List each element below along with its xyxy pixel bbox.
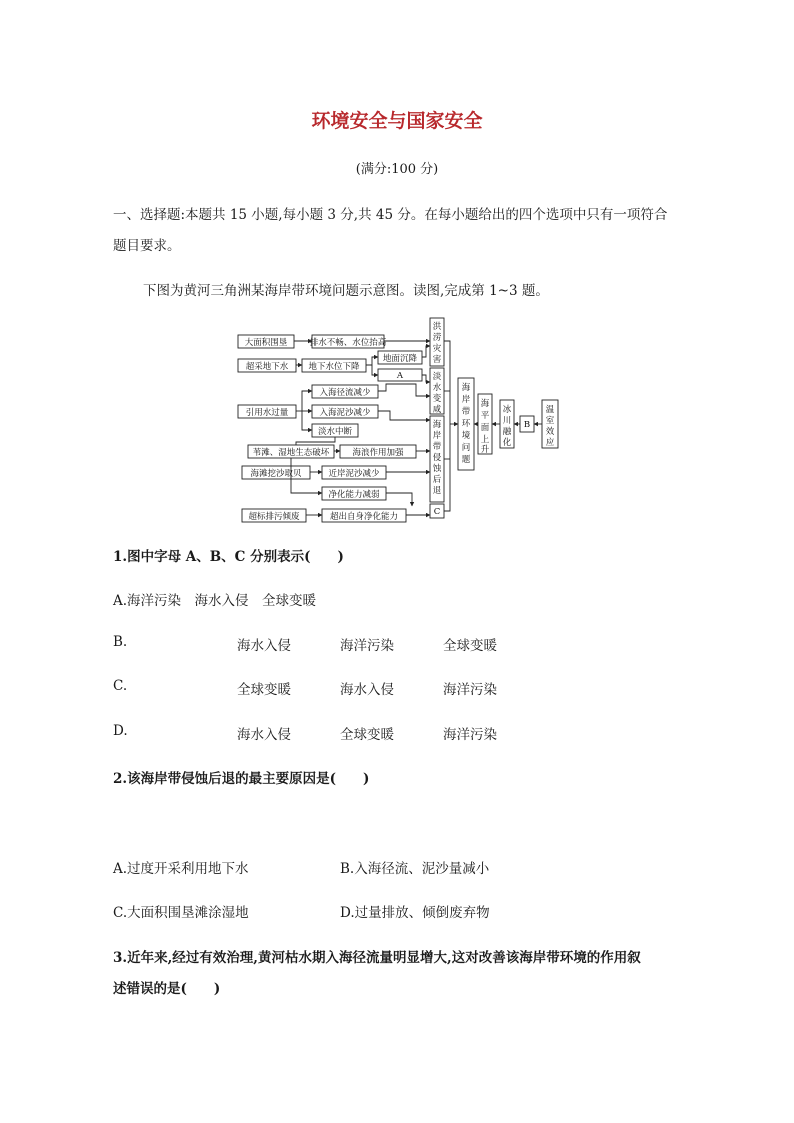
svg-text:室: 室 [545,416,555,426]
q1-option-b-b: 海洋污染 [340,638,394,654]
q3-stem-line1: 3.近年来,经过有效治理,黄河枯水期入海径流量明显增大,这对改善该海岸带环境的作用叙 [113,950,641,966]
svg-text:灾: 灾 [432,344,442,354]
svg-text:地面沉降: 地面沉降 [382,354,418,364]
box-bingchuan [500,400,514,448]
svg-text:应: 应 [545,438,555,448]
page-title: 环境安全与国家安全 [311,110,483,132]
svg-text:害: 害 [432,355,442,365]
svg-text:蚀: 蚀 [432,464,442,474]
svg-text:B: B [523,420,531,430]
q1-option-c-c: 海洋污染 [443,682,497,698]
q1-option-c-a: 全球变暖 [237,682,291,698]
box-huanjingwenti [458,378,474,470]
svg-text:入海径流减少: 入海径流减少 [319,388,371,398]
q1-option-a[interactable]: A.海洋污染 海水入侵 全球变暖 [113,593,317,609]
svg-text:海: 海 [480,399,490,409]
box-danshuibianxian [430,368,444,415]
box-paiwu [242,509,306,522]
svg-text:带: 带 [432,442,442,452]
svg-text:川: 川 [502,416,512,426]
section-heading-line2: 题目要求。 [113,238,181,254]
svg-text:面: 面 [480,423,490,433]
svg-text:题: 题 [461,455,471,465]
svg-text:上: 上 [480,435,490,445]
box-weitan [248,445,334,458]
svg-text:地下水位下降: 地下水位下降 [308,362,360,372]
box-dixiashui [302,359,366,372]
box-B [520,416,534,432]
svg-text:苇滩、湿地生态破坏: 苇滩、湿地生态破坏 [252,448,330,458]
box-chaocai [238,359,296,372]
svg-text:带: 带 [461,407,471,417]
section-heading-line1: 一、选择题:本题共 15 小题,每小题 3 分,共 45 分。在每小题给出的四个选项中只有一项符合 [113,207,668,223]
box-qinshi [430,416,444,502]
svg-text:岸: 岸 [432,431,442,441]
svg-text:淡水中断: 淡水中断 [317,427,353,437]
q1-option-d-a: 海水入侵 [237,727,291,743]
q1-option-b-label[interactable]: B. [113,634,128,650]
svg-text:超出自身净化能力: 超出自身净化能力 [329,512,399,522]
box-jingliu [312,385,378,398]
svg-text:冰: 冰 [502,405,512,415]
box-chaochu [322,509,406,522]
q3-stem-line2: 述错误的是( ) [113,981,221,997]
score-note: (满分:100 分) [355,162,439,177]
svg-text:环: 环 [461,419,471,429]
q2-option-d[interactable]: D.过量排放、倾倒废弃物 [340,905,490,921]
box-A [378,369,422,381]
box-paishui [310,335,387,348]
svg-text:平: 平 [480,411,490,421]
box-weiken [238,335,294,348]
q1-option-d-c: 海洋污染 [443,727,497,743]
svg-text:侵: 侵 [432,453,442,463]
q2-stem: 2.该海岸带侵蚀后退的最主要原因是( ) [113,771,370,787]
diagram-intro: 下图为黄河三角洲某海岸带环境问题示意图。读图,完成第 1~3 题。 [143,283,549,299]
box-hailang [340,445,416,458]
svg-text:后: 后 [432,475,442,485]
svg-text:水: 水 [432,383,442,393]
svg-text:排水不畅、水位抬高: 排水不畅、水位抬高 [309,338,387,348]
svg-text:效: 效 [545,427,555,437]
svg-text:A: A [396,371,404,381]
svg-text:近岸泥沙减少: 近岸泥沙减少 [328,469,380,479]
coastal-problem-diagram [236,316,562,526]
q1-option-d-b: 全球变暖 [340,727,394,743]
q2-option-b[interactable]: B.入海径流、泥沙量减小 [340,861,490,877]
svg-text:淡: 淡 [432,372,442,382]
svg-text:超采地下水: 超采地下水 [245,362,289,372]
box-chenjiang [378,351,422,364]
q1-option-c-b: 海水入侵 [340,682,394,698]
svg-text:境: 境 [461,431,471,441]
svg-text:洪: 洪 [432,322,442,332]
q1-stem: 1.图中字母 A、B、C 分别表示( ) [113,549,344,565]
box-nisha [312,405,378,418]
box-washa [242,466,310,479]
q1-option-c-label[interactable]: C. [113,678,128,694]
svg-text:升: 升 [480,445,490,455]
box-C [430,504,444,518]
svg-text:岸: 岸 [461,395,471,405]
svg-text:大面积围垦: 大面积围垦 [244,338,288,348]
svg-text:海滩挖沙取贝: 海滩挖沙取贝 [250,469,302,479]
svg-text:海: 海 [432,420,442,430]
box-honglao [430,318,444,366]
svg-text:问: 问 [461,443,471,453]
box-haipingmian [478,394,492,455]
q1-option-b-c: 全球变暖 [443,638,497,654]
svg-text:咸: 咸 [432,405,442,415]
q1-option-d-label[interactable]: D. [113,723,128,739]
svg-text:变: 变 [432,394,442,404]
q2-option-c[interactable]: C.大面积围垦滩涂湿地 [113,905,249,921]
svg-text:融: 融 [502,427,512,437]
svg-text:C: C [433,507,441,517]
box-wenshi [542,400,558,448]
svg-text:涝: 涝 [432,333,442,343]
svg-text:温: 温 [545,405,555,415]
q1-option-b-a: 海水入侵 [237,638,291,654]
svg-text:超标排污倾废: 超标排污倾废 [248,512,300,522]
svg-text:净化能力减弱: 净化能力减弱 [328,490,380,500]
svg-text:海浪作用加强: 海浪作用加强 [352,448,404,458]
svg-text:化: 化 [502,438,512,448]
q2-option-a[interactable]: A.过度开采利用地下水 [113,861,249,877]
svg-text:退: 退 [432,486,442,496]
svg-text:入海泥沙减少: 入海泥沙减少 [319,408,371,418]
box-danshui [312,424,358,437]
box-yinyong [238,405,296,418]
box-jinan [322,466,386,479]
svg-text:引用水过量: 引用水过量 [245,408,289,418]
svg-text:海: 海 [461,383,471,393]
box-jinghua [322,487,386,500]
